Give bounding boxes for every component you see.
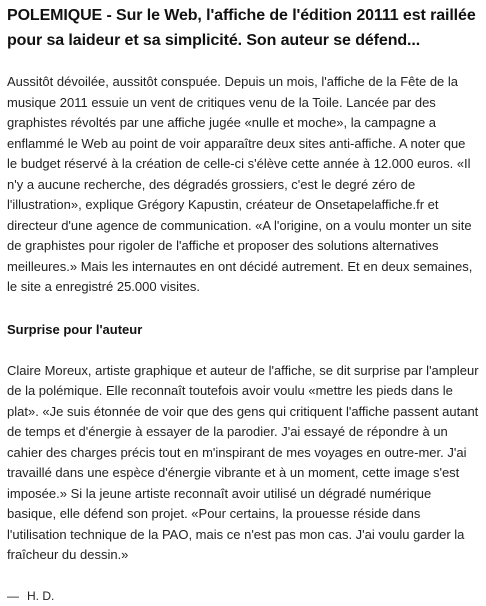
signature-initials: H. D. [27,588,55,603]
signature-dash: — [7,588,19,603]
article-paragraph-author: Claire Moreux, artiste graphique et auteur de l'affiche, se dit surprise par l'ampleur de la polémique. Elle reconnaît toutefois avoir voulu «mettre les pieds dans le plat». «Je suis étonnée de voir que des gens qui critiquent l'affiche passent autant de temps et d'énergie à essayer de la parodier. J'ai essayé de répondre à un cahier des charges précis tout en m'inspirant de mes voyages en outre-mer. J'ai travaillé dans une espèce d'énergie vibrante et à un moment, cette image s'est imposée.» Si la jeune artiste reconnaît avoir utilisé un dégradé numérique basique, elle défend son projet. «Pour certains, la prouesse réside dans l'utilisation technique de la PAO, mais ce n'est pas mon cas. J'ai voulu garder la fraîcheur du dessin.» [7,362,479,562]
article-subheading: Surprise pour l'auteur [7,321,143,337]
author-signature [7,586,479,606]
article-paragraph-intro: Aussitôt dévoilée, aussitôt conspuée. Depuis un mois, l'affiche de la Fête de la musique 2011 essuie un vent de critiques venu de la Toile. Lancée par des graphistes révoltés par une affiche jugée «nulle et moche», la campagne a enflammé le Web au point de voir apparaître deux sites anti-affiche. A noter que le budget réservé à la création de celle-ci s'élève cette année à 12.000 euros. «Il n'y a aucune recherche, des dégradés grossiers, c'est le degré zéro de l'illustration», explique Grégory Kapustin, créateur de Onsetapelaffiche.fr et directeur d'une agence de communication. «A l'origine, on a voulu monter un site de graphistes pour rigoler de l'affiche et proposer des solutions alternatives meilleures.» Mais les internautes en ont décidé autrement. Et en deux semaines, le site a enregistré 25.000 visites. [7,74,473,294]
article-headline: POLEMIQUE - Sur le Web, l'affiche de l'édition 20111 est raillée pour sa laideur et sa simplicité. Son auteur se défend... [7,7,476,49]
